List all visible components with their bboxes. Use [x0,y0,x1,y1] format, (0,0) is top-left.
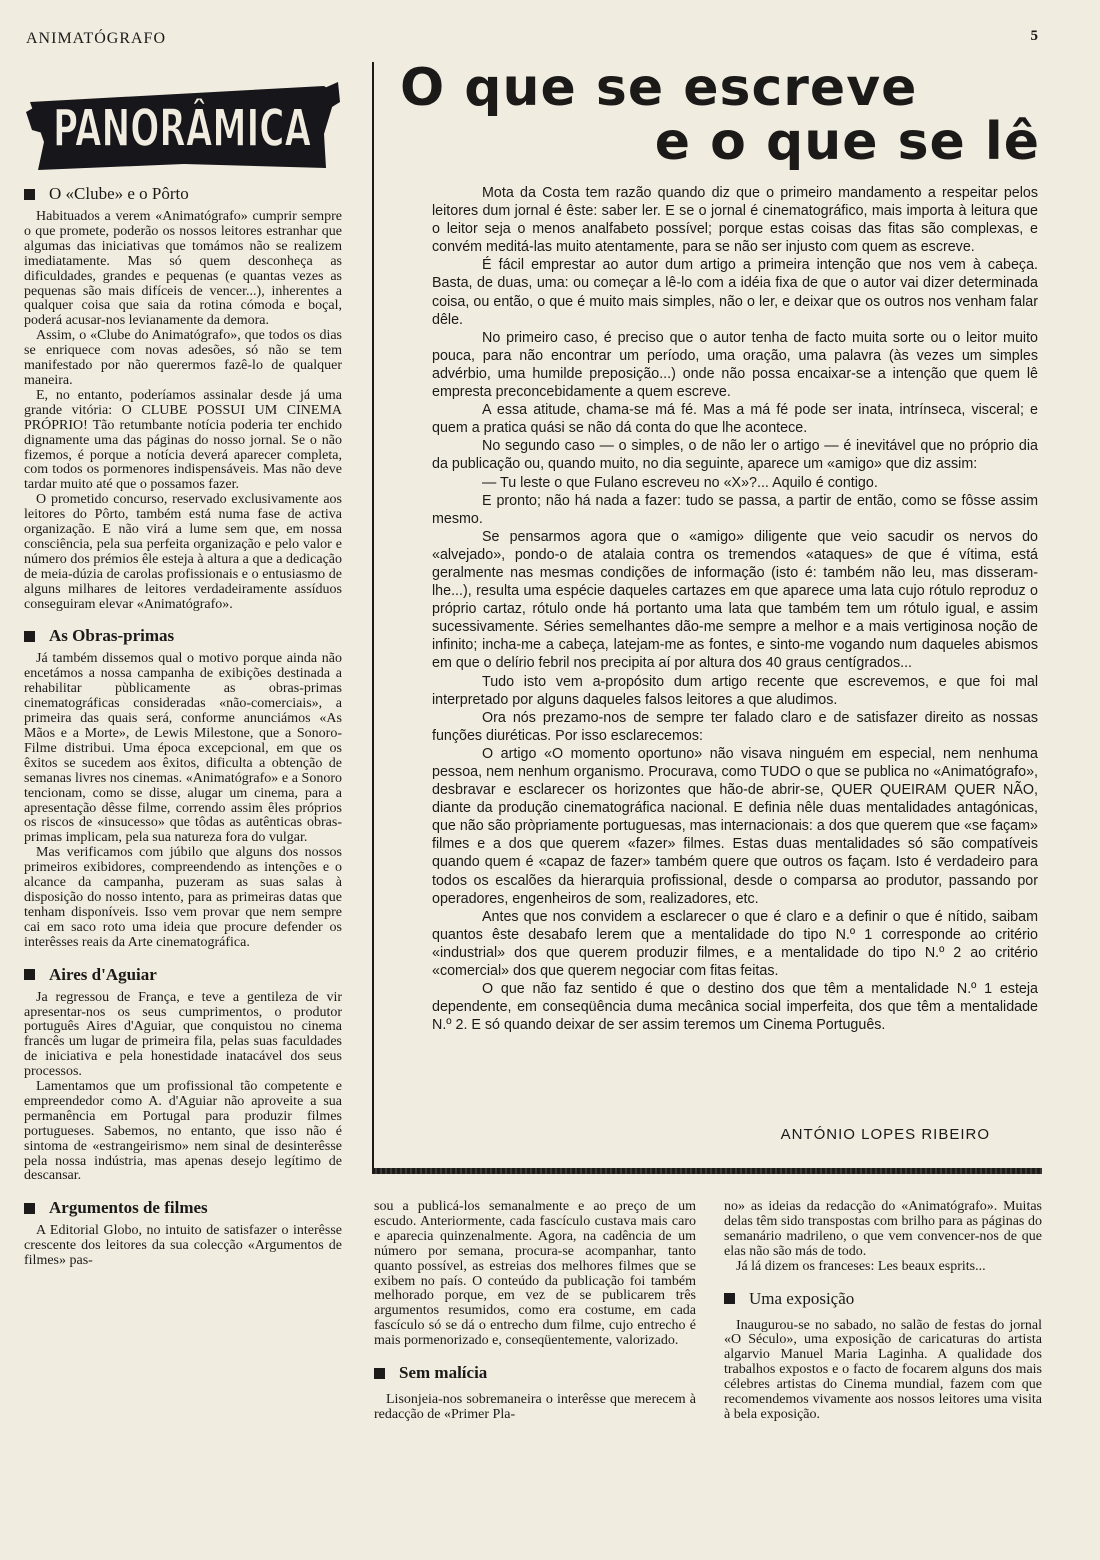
paragraph: A essa atitude, chama-se má fé. Mas a má fé pode ser inata, intrínseca, visceral; e quem a pratica quási se não dá conta do que lhe acontece. [432,402,1038,437]
paragraph: Mota da Costa tem razão quando diz que o primeiro mandamento a respeitar pelos leitores dum jornal é êste: saber ler. E se o jornal é cinematográfico, mais importa à leitura que o leitor seja o menos analfabeto possível; porque estas coisas das fitas são complexas, e convém meditá-las muito atentamente, para se não ser injusto com quem as escreve. [432,185,1038,256]
section-title: Sem malícia [399,1363,488,1383]
paragraph: O artigo «O momento oportuno» não visava ninguém em especial, nem nenhuma pessoa, nem nenhum organismo. Procurava, como TUDO o que se publica no «Animatógrafo», desbravar e esclarecer os horizontes que hão-de abrir-se, QUER QUEIRAM QUER NÃO, diante da produção cinematográfica nacional. E definia nêle duas mentalidades antagónicas, que não são pròpriamente portuguesas, mas internacionais: a dos que querem que «se façam» filmes e a dos que querem «fazer» filmes. Estas duas mentalidades só são compatíveis quando quem é «capaz de fazer» também quere que outros os façam. Isto é verdadeiro para todos os escalões da hierarquia profissional, desde o comparsa ao produtor, passando por operadores, engenheiros de som, realizadores, etc. [432,745,1038,907]
paragraph: Assim, o «Clube do Animatógrafo», que todos os dias se enriquece com novas adesões, só não se tem manifestado por não querermos fazê-lo de qualquer maneira. [24,328,342,388]
square-bullet-icon [24,969,35,980]
paragraph: Ja regressou de França, e teve a gentileza de vir apresentar-nos os seus cumprimentos, o produtor português Aires d'Aguiar, que conquistou no cinema francês um lugar de primeira fila, pelas suas faculdades de iniciativa e pela honestidade inatacável dos seus processos. [24,989,342,1080]
section-header [374,1363,696,1383]
paragraph: no» as ideias da redacção do «Animatógrafo». Muitas delas têm sido transpostas com brilho para as páginas do semanário madrileno, o que vem convencer-nos de que elas não são más de todo. [724,1199,1042,1259]
section-header [724,1289,1042,1309]
bottom-middle-column [374,1200,696,1423]
paragraph: O prometido concurso, reservado exclusivamente aos leitores do Pôrto, também está numa fase de activa organização. E não virá a lume sem que, em nossa consciência, pela sua perfeita organização e pelo valor e número dos prémios êle esteja à altura a que a dedicação de meia-dúzia de carolas profissionais e o entusiasmo de alguns milhares de leitores verdadeiramente assíduos conseguiram elevar «Animatógrafo». [24,492,342,612]
paragraph: Mas verificamos com júbilo que alguns dos nossos primeiros exibidores, compreendendo as intenções e o alcance da campanha, puzeram as suas salas à disposição do nosso intento, para as primeiras datas que tenham disponíveis. Isso vem provar que nem sempre cai em saco roto uma ideia que procure defender os interêsses reais da Arte cinematográfica. [24,845,342,950]
paragraph: Se pensarmos agora que o «amigo» diligente que veio sacudir os nervos do «alvejado», pondo-o de atalaia contra os tremendos «ataques» de que é vítima, está geralmente nas mesmas condições de informação (isto é: também não leu, mas disseram-lhe...), resulta uma espécie daqueles cartazes em que aparece uma lata cujo rótulo reproduz o próprio cartaz, rótulo onde há portanto uma lata que também tem um rótulo igual, e assim sucessivamente. Séries semelhantes dão-me sempre a melhor e a mais vertiginosa noção de infinito; incha-me a cabeça, latejam-me as fontes, e sinto-me vogando num daqueles abismos em que o delírio febril nos precipita aí por altura dos 40 graus centígrados... [432,528,1038,672]
paragraph: No primeiro caso, é preciso que o autor tenha de facto muita sorte ou o leitor muito pouca, para não encontrar um período, uma oração, uma palavra (às vezes um simples advérbio, uma humilde preposição...) onde não possa encaixar-se a intenção que quem lê empresta preconcebidamente a quem escreve. [432,329,1038,401]
main-article-body [432,184,1038,1034]
left-column [24,178,342,1269]
paragraph: Lisonjeia-nos sobremaneira o interêsse que merecem à redacção de «Primer Pla- [374,1392,696,1422]
square-bullet-icon [24,631,35,642]
paragraph: No segundo caso — o simples, o de não ler o artigo — é inevitável que no próprio dia da publicação ou, quando muito, no dia seguinte, aparece um «amigo» que diz assim: [432,438,1038,473]
paragraph: Tudo isto vem a-propósito dum artigo recente que escrevemos, e que foi mal interpretado por alguns daqueles falsos leitores a que aludimos. [432,673,1038,708]
panoramica-logo [24,72,445,172]
paragraph: Antes que nos convidem a esclarecer o que é claro e a definir o que é nítido, saibam quantos êste desabafo lerem que a mentalidade do tipo N.º 1 corresponde ao critério «industrial» dos que querem produzir filmes, e a mentalidade do tipo N.º 2 ao critério «comercial» dos que querem negociar com fitas feitas. [432,908,1038,980]
paragraph: E pronto; não há nada a fazer: tudo se passa, a partir de então, como se fôsse assim mesmo. [432,492,1038,527]
column-divider [372,62,374,1170]
section-header [24,1198,342,1218]
section-title: Aires d'Aguiar [49,964,157,984]
publication-name: ANIMATÓGRAFO [26,30,167,47]
paragraph: Inaugurou-se no sabado, no salão de festas do jornal «O Século», uma exposição de caricaturas do artista algarvio Manuel Maria Laginha. A qualidade dos trabalhos expostos e o facto de focarem alguns dos mais célebres artistas do Cinema mundial, fazem com que recomendemos vivamente aos nossos leitores uma visita à bela exposição. [724,1317,1042,1422]
paragraph: — Tu leste o que Fulano escreveu no «X»?... Aquilo é contigo. [482,474,878,491]
section-header [24,965,342,985]
paragraph: Lamentamos que um profissional tão competente e empreendedor como A. d'Aguiar não aproveite a sua permanência em Portugal para produzir filmes portugueses. Sabemos, no entanto, que isso não é sintoma de «estrangeirismo» nem sinal de desinterêsse pela nossa indústria, mas apenas desejo legítimo de descansar. [24,1079,342,1184]
square-bullet-icon [24,189,35,200]
section-header [24,626,342,646]
paragraph: Já lá dizem os franceses: Les beaux esprits... [736,1258,986,1274]
section-title: As Obras-primas [49,626,175,646]
horizontal-divider [372,1168,1042,1174]
page-number: 5 [1030,28,1038,44]
panoramica-logo-text: PANORÂMICA [53,99,445,159]
section-title: O «Clube» e o Pôrto [49,184,189,203]
paragraph: sou a publicá-los semanalmente e ao preço de um escudo. Anteriormente, cada fascículo custava mais caro e aparecia quinzenalmente. Agora, na cadência de um número por semana, procura-se acompanhar, tanto quanto possível, as estreias dos melhores filmes que se exibem no país. O conteúdo da publicação foi também melhorado porque, em vez de se publicarem três argumentos resumidos, como era costume, em cada fascículo só se dá o entrecho dum filme, cujo entrecho é mais pormenorizado e, conseqüentemente, valorizado. [374,1199,696,1349]
article-signature: ANTÓNIO LOPES RIBEIRO [780,1126,990,1143]
paragraph: A Editorial Globo, no intuito de satisfazer o interêsse crescente dos leitores da sua colecção «Argumentos de filmes» pas- [24,1223,342,1269]
square-bullet-icon [724,1293,735,1304]
paragraph: E, no entanto, poderíamos assinalar desde já uma grande vitória: O CLUBE POSSUI UM CINEMA PRÓPRIO! Tão retumbante notícia poderia ter enchido dignamente uma das páginas do nosso jornal. Se o não fizemos, é porque a notícia deverá aparecer completa, com todos os pormenores indispensáveis. Mas não deve tardar muito até que o possamos fazer. [24,387,342,493]
bottom-right-column [724,1200,1042,1423]
section-title: Uma exposição [749,1288,855,1308]
section-header [24,184,342,204]
paragraph: Ora nós prezamo-nos de sempre ter falado claro e de satisfazer direito as nossas funções diuréticas. Por isso esclarecemos: [432,709,1038,744]
paragraph: Já também dissemos qual o motivo porque ainda não encetámos a nossa campanha de exibições destinada a rehabilitar pùblicamente as obras-primas cinematográficas consideradas «não-comerciais», a primeira das quais será, conforme anunciámos «As Mãos e a Morte», de Lewis Milestone, que a Sonoro-Filme distribui. Uma época excepcional, em que os êxitos se sucedem aos êxitos, dificulta a obtenção de semanas livres nos cinemas. «Animatógrafo» e a Sonoro tencionam, como se disse, alugar um cinema, para a apresentação dêsse filme, correndo assim êles próprios os riscos de «insucesso» que tôdas as autênticas obras-primas implicam, pela sua natureza fora do vulgar. [24,651,342,846]
paragraph: Habituados a verem «Animatógrafo» cumprir sempre o que promete, poderão os nossos leitores estranhar que algumas das iniciativas que tomámos não se realizem imediatamente. Mas só quem desconheça as dificuldades, grandes e pequenas (e quantas vezes as pequenas são mais difíceis de vencer...), inherentes a qualquer coisa que saia da rotina cómoda e boçal, poderá acusar-nos levianamente da demora. [24,209,342,329]
square-bullet-icon [374,1368,385,1379]
article-title-line-2: e o que se lê [654,112,1040,172]
square-bullet-icon [24,1203,35,1214]
paragraph: É fácil emprestar ao autor dum artigo a primeira intenção que nos vem à cabeça. Basta, de duas, uma: ou começar a lê-lo com a idéia fixa de que o autor vai dizer determinada coisa, ou então, o que é muito mais simples, não o ler, e deixar que os outros nos venham falar dêle. [432,257,1038,328]
paragraph: O que não faz sentido é que o destino dos que têm a mentalidade N.º 1 esteja dependente, em conseqüência duma mecânica social imperfeita, dos que têm a mentalidade N.º 2. E só quando deixar de ser assim teremos um Cinema Português. [432,981,1038,1034]
section-title: Argumentos de filmes [49,1198,208,1218]
article-title-line-1: O que se escreve [400,58,918,118]
